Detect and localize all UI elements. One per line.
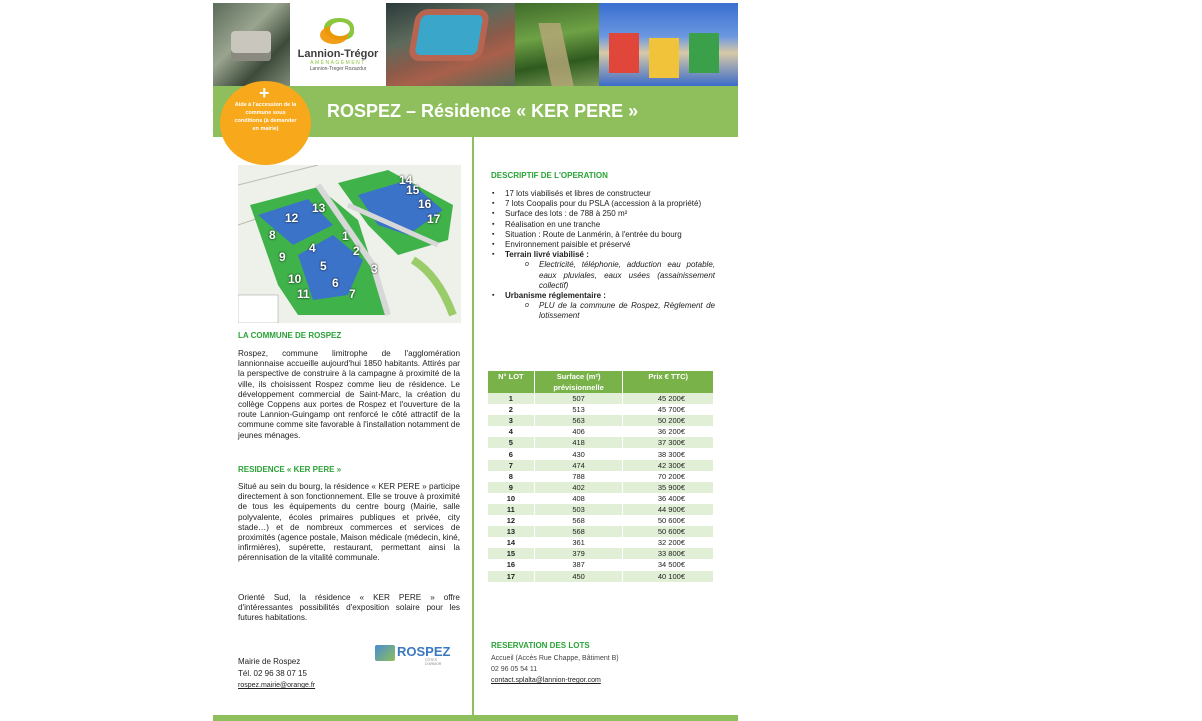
lannion-tregor-logo xyxy=(290,3,386,86)
photo-lavoir xyxy=(213,3,290,86)
plan-lot-label: 2 xyxy=(353,244,360,258)
cell-surface: 568 xyxy=(534,526,623,537)
table-row xyxy=(488,460,714,471)
cell-surface: 379 xyxy=(534,548,623,559)
site-plan xyxy=(238,165,461,323)
cell-price: 45 200€ xyxy=(623,393,714,404)
cell-price: 50 200€ xyxy=(623,415,714,426)
table-row xyxy=(488,515,714,526)
plan-lot-label: 9 xyxy=(279,250,286,264)
cell-price: 45 700€ xyxy=(623,404,714,415)
cell-lot-number: 10 xyxy=(488,493,534,504)
residence-text: Situé au sein du bourg, la résidence « KER PERE » participe directement à son fonctionnement. Elle se trouve à proximité de tous les équipements du centre bourg (Mairie, salle polyvalente, écoles primaires publiques et privée, city stade…) et de nombreux commerces et services de proximités (agence postale, Maison médicale (médecin, kiné, infirmières), supérette, restaurant, permettant ainsi la pérennisation de la vitalité communale. xyxy=(238,482,460,563)
cell-price: 44 900€ xyxy=(623,504,714,515)
cell-surface: 788 xyxy=(534,471,623,482)
table-row xyxy=(488,448,714,459)
table-row xyxy=(488,559,714,570)
cell-lot-number: 9 xyxy=(488,482,534,493)
plan-lot-label: 11 xyxy=(297,287,310,301)
list-subitem: o PLU de la commune de Rospez, Règlement de lotissement xyxy=(491,301,715,321)
cell-surface: 563 xyxy=(534,415,623,426)
plan-lot-label: 17 xyxy=(427,212,441,226)
reservation-contact xyxy=(491,653,619,686)
reservation-phone: 02 96 05 54 11 xyxy=(491,666,538,673)
page-title: ROSPEZ – Résidence « KER PERE » xyxy=(327,101,639,121)
plan-lot-label: 12 xyxy=(285,211,299,225)
table-row xyxy=(488,493,714,504)
cell-surface: 361 xyxy=(534,537,623,548)
cell-price: 42 300€ xyxy=(623,460,714,471)
table-row xyxy=(488,504,714,515)
cell-surface: 513 xyxy=(534,404,623,415)
list-subitem: o Electricité, téléphonie, adduction eau potable, eaux pluviales, eaux usées (assainissement collectif) xyxy=(491,260,715,291)
table-row xyxy=(488,393,714,404)
lots-table-body xyxy=(488,393,714,582)
table-header-row xyxy=(488,371,714,393)
list-item: ▪ Situation : Route de Lanmérin, à l'entrée du bourg xyxy=(491,230,715,240)
plan-lot-label: 4 xyxy=(309,241,316,255)
aid-badge-text: Aide à l'accession de la commune sous conditions (à demander en mairie) xyxy=(234,102,297,132)
cell-price: 40 100€ xyxy=(623,571,714,582)
operation-heading: DESCRIPTIF DE L'OPERATION xyxy=(491,171,608,180)
mairie-contact xyxy=(238,656,315,692)
cell-price: 32 200€ xyxy=(623,537,714,548)
cell-price: 34 500€ xyxy=(623,559,714,570)
mairie-email-link[interactable]: rospez.mairie@orange.fr xyxy=(238,682,316,689)
cell-surface: 402 xyxy=(534,482,623,493)
rospez-logo-sub: CÔTES D'ARMOR xyxy=(425,658,442,666)
flyer-page xyxy=(213,3,738,721)
lots-table xyxy=(488,371,714,582)
table-row xyxy=(488,415,714,426)
cell-surface: 408 xyxy=(534,493,623,504)
residence-heading: RESIDENCE « KER PERE » xyxy=(238,465,342,474)
plan-lot-label: 15 xyxy=(406,183,420,197)
cell-surface: 474 xyxy=(534,460,623,471)
plan-lot-label: 14 xyxy=(399,173,413,187)
photo-ecole xyxy=(599,3,738,86)
lannion-tregor-logo-mark xyxy=(320,18,356,46)
cell-lot-number: 3 xyxy=(488,415,534,426)
column-divider xyxy=(472,137,474,715)
list-item: ▪ Terrain livré viabilisé : xyxy=(491,250,715,260)
plan-lot-label: 13 xyxy=(312,201,326,215)
cell-price: 50 600€ xyxy=(623,526,714,537)
cell-surface: 503 xyxy=(534,504,623,515)
plan-lot-label: 5 xyxy=(320,259,327,273)
cell-surface: 418 xyxy=(534,437,623,448)
mairie-phone: Tél. 02 96 38 07 15 xyxy=(238,669,307,678)
cell-surface: 387 xyxy=(534,559,623,570)
logo-sub-breton: Lannion-Treger Rozazdur xyxy=(309,65,367,72)
logo-sub: AMÉNAGEMENT xyxy=(310,59,366,66)
operation-list xyxy=(491,189,715,322)
cell-price: 50 600€ xyxy=(623,515,714,526)
list-item: ▪ Réalisation en une tranche xyxy=(491,220,715,230)
orientation-text: Orienté Sud, la résidence « KER PERE » offre d'intéressantes possibilités d'exposition solaire pour les futures habitations. xyxy=(238,593,460,623)
cell-lot-number: 7 xyxy=(488,460,534,471)
cell-lot-number: 13 xyxy=(488,526,534,537)
commune-text: Rospez, commune limitrophe de l'agglomération lannionnaise accueille aujourd'hui 1850 habitants. Attirés par la perspective de construire à la campagne à proximité de la ville, ils choisissent Rospez comme lieu de résidence. Le développement commercial de Saint-Marc, la création du collège Coppens aux portes de Rospez et l'ouverture de la route Lannion-Guingamp ont renforcé le côté attractif de la commune comme site favorable à l'installation notamment de jeunes ménages. xyxy=(238,349,460,440)
cell-price: 70 200€ xyxy=(623,471,714,482)
cell-lot-number: 8 xyxy=(488,471,534,482)
cell-lot-number: 14 xyxy=(488,537,534,548)
cell-lot-number: 2 xyxy=(488,404,534,415)
cell-surface: 450 xyxy=(534,571,623,582)
cell-price: 36 200€ xyxy=(623,426,714,437)
footer-bar xyxy=(213,715,738,721)
table-row xyxy=(488,471,714,482)
cell-price: 36 400€ xyxy=(623,493,714,504)
list-item: ▪ Urbanisme réglementaire : xyxy=(491,291,715,301)
list-item: ▪ Environnement paisible et préservé xyxy=(491,240,715,250)
plan-lot-label: 3 xyxy=(371,262,378,276)
list-item: ▪ 7 lots Coopalis pour du PSLA (accession à la propriété) xyxy=(491,199,715,209)
plus-icon: + xyxy=(259,83,270,103)
column-header-lot: N° LOT xyxy=(488,371,534,393)
cell-lot-number: 16 xyxy=(488,559,534,570)
reservation-heading: RESERVATION DES LOTS xyxy=(491,641,590,650)
photo-strip xyxy=(213,3,738,86)
cell-lot-number: 12 xyxy=(488,515,534,526)
cell-surface: 406 xyxy=(534,426,623,437)
cell-lot-number: 4 xyxy=(488,426,534,437)
reservation-email-link[interactable]: contact.splalta@lannion-tregor.com xyxy=(491,677,601,684)
plan-lot-label: 8 xyxy=(269,228,276,242)
cell-lot-number: 6 xyxy=(488,448,534,459)
cell-price: 38 300€ xyxy=(623,448,714,459)
cell-lot-number: 15 xyxy=(488,548,534,559)
cell-lot-number: 1 xyxy=(488,393,534,404)
table-row xyxy=(488,571,714,582)
plan-lot-label: 16 xyxy=(418,197,432,211)
table-row xyxy=(488,404,714,415)
table-row xyxy=(488,537,714,548)
cell-price: 35 900€ xyxy=(623,482,714,493)
plan-lot-label: 7 xyxy=(349,287,356,301)
cell-lot-number: 17 xyxy=(488,571,534,582)
list-item: ▪ Surface des lots : de 788 à 250 m² xyxy=(491,209,715,219)
mairie-name: Mairie de Rospez xyxy=(238,657,301,666)
table-row xyxy=(488,548,714,559)
list-item: ▪ 17 lots viabilisés et libres de constructeur xyxy=(491,189,715,199)
table-row xyxy=(488,437,714,448)
table-row xyxy=(488,526,714,537)
cell-surface: 430 xyxy=(534,448,623,459)
plan-lot-label: 10 xyxy=(288,272,302,286)
cell-price: 37 300€ xyxy=(623,437,714,448)
cell-lot-number: 5 xyxy=(488,437,534,448)
cell-price: 33 800€ xyxy=(623,548,714,559)
reservation-address: Accueil (Accès Rue Chappe, Bâtiment B) xyxy=(491,655,619,662)
logo-name: Lannion-Trégor xyxy=(297,47,379,60)
table-row xyxy=(488,426,714,437)
plan-lot-label: 1 xyxy=(342,229,349,243)
aid-badge xyxy=(220,81,311,165)
table-row xyxy=(488,482,714,493)
cell-lot-number: 11 xyxy=(488,504,534,515)
column-header-surface: Surface (m²) prévisionnelle xyxy=(534,371,623,393)
cell-surface: 507 xyxy=(534,393,623,404)
rospez-logo xyxy=(375,643,451,666)
rospez-logo-mark xyxy=(375,645,395,661)
commune-heading: LA COMMUNE DE ROSPEZ xyxy=(238,331,342,340)
column-header-price: Prix € TTC) xyxy=(623,371,714,393)
photo-chemin xyxy=(515,3,599,86)
photo-city-stade xyxy=(386,3,515,86)
plan-lot-label: 6 xyxy=(332,276,339,290)
cell-surface: 568 xyxy=(534,515,623,526)
rospez-logo-text: ROSPEZ xyxy=(397,644,451,659)
